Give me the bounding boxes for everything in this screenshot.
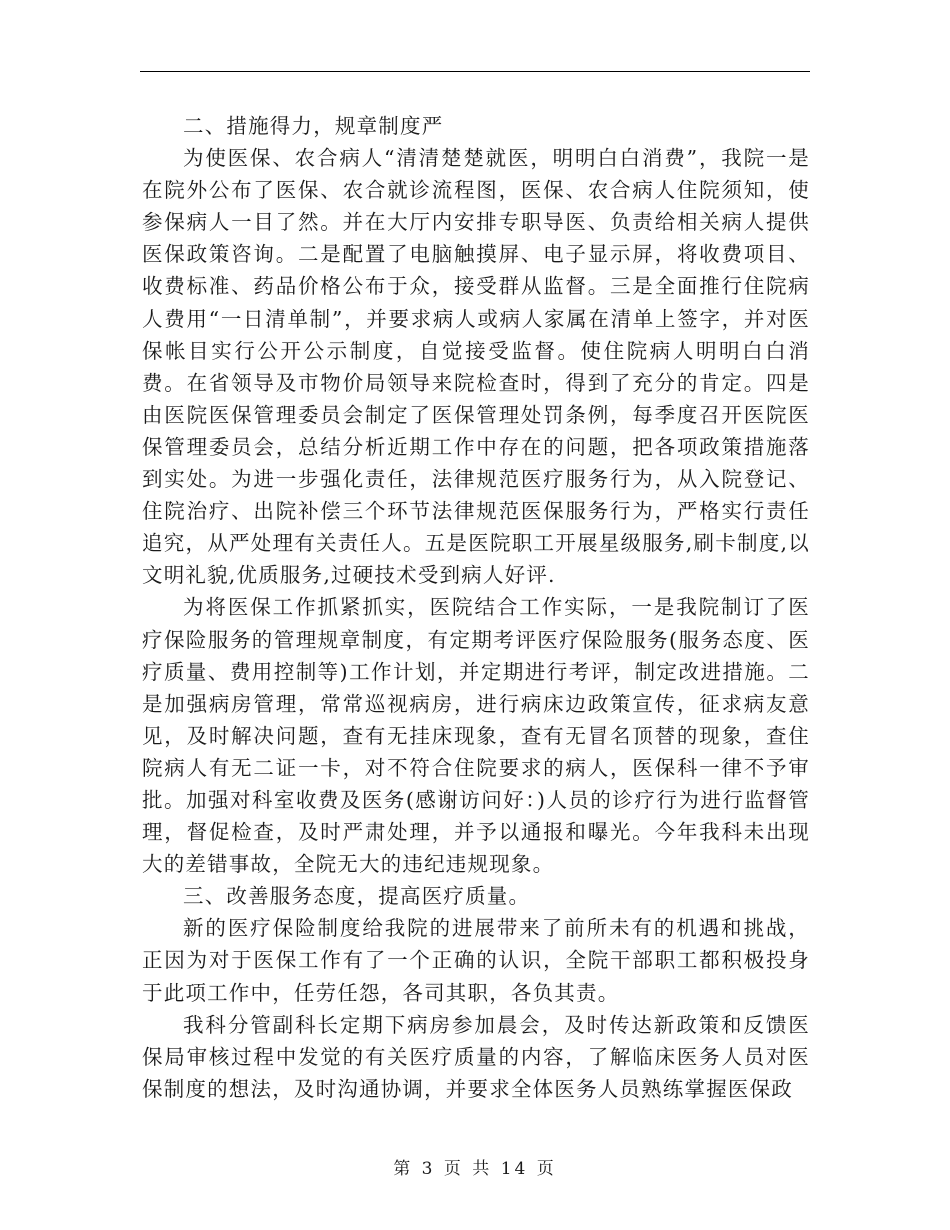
document-body [142, 110, 810, 1105]
paragraph-management: 为将医保工作抓紧抓实，医院结合工作实际，一是我院制订了医疗保险服务的管理规章制度，有定期考评医疗保险服务(服务态度、医疗质量、费用控制等)工作计划，并定期进行考评，制定改进措施。二是加强病房管理，常常巡视病房，进行病床边政策宣传，征求病友意见，及时解决问题，查有无挂床现象，查有无冒名顶替的现象，查住院病人有无二证一卡，对不符合住院要求的病人，医保科一律不予审批。加强对科室收费及医务(感谢访问好：)人员的诊疗行为进行监督管理，督促检查，及时严肃处理，并予以通报和曝光。今年我科未出现大的差错事故，全院无大的违纪违规现象。 [142, 595, 810, 877]
paragraph-department: 我科分管副科长定期下病房参加晨会，及时传达新政策和反馈医保局审核过程中发觉的有关医疗质量的内容，了解临床医务人员对医保制度的想法，及时沟通协调，并要求全体医务人员熟练掌握医保政 [142, 1012, 810, 1101]
paragraph-measures: 为使医保、农合病人“清清楚楚就医，明明白白消费”，我院一是在院外公布了医保、农合就诊流程图，医保、农合病人住院须知，使参保病人一目了然。并在大厅内安排专职导医、负责给相关病人提供医保政策咨询。二是配置了电脑触摸屏、电子显示屏，将收费项目、收费标准、药品价格公布于众，接受群从监督。三是全面推行住院病人费用“一日清单制”，并要求病人或病人家属在清单上签字，并对医保帐目实行公开公示制度，自觉接受监督。使住院病人明明白白消费。在省领导及市物价局领导来院检查时，得到了充分的肯定。四是由医院医保管理委员会制定了医保管理处罚条例，每季度召开医院医保管理委员会，总结分析近期工作中存在的问题，把各项政策措施落到实处。为进一步强化责任，法律规范医疗服务行为，从入院登记、住院治疗、出院补偿三个环节法律规范医保服务行为，严格实行责任追究，从严处理有关责任人。五是医院职工开展星级服务,刷卡制度,以文明礼貌,优质服务,过硬技术受到病人好评. [142, 146, 810, 588]
section-heading-2: 二、措施得力，规章制度严 [183, 114, 444, 138]
header-rule [140, 71, 810, 72]
section-heading-3: 三、改善服务态度，提高医疗质量。 [183, 884, 531, 909]
paragraph-new-system: 新的医疗保险制度给我院的进展带来了前所未有的机遇和挑战，正因为对于医保工作有了一个正确的认识，全院干部职工都积极投身于此项工作中，任劳任怨，各司其职，各负其责。 [142, 916, 810, 1005]
page-number-footer: 第 3 页 共 14 页 [393, 1159, 557, 1179]
